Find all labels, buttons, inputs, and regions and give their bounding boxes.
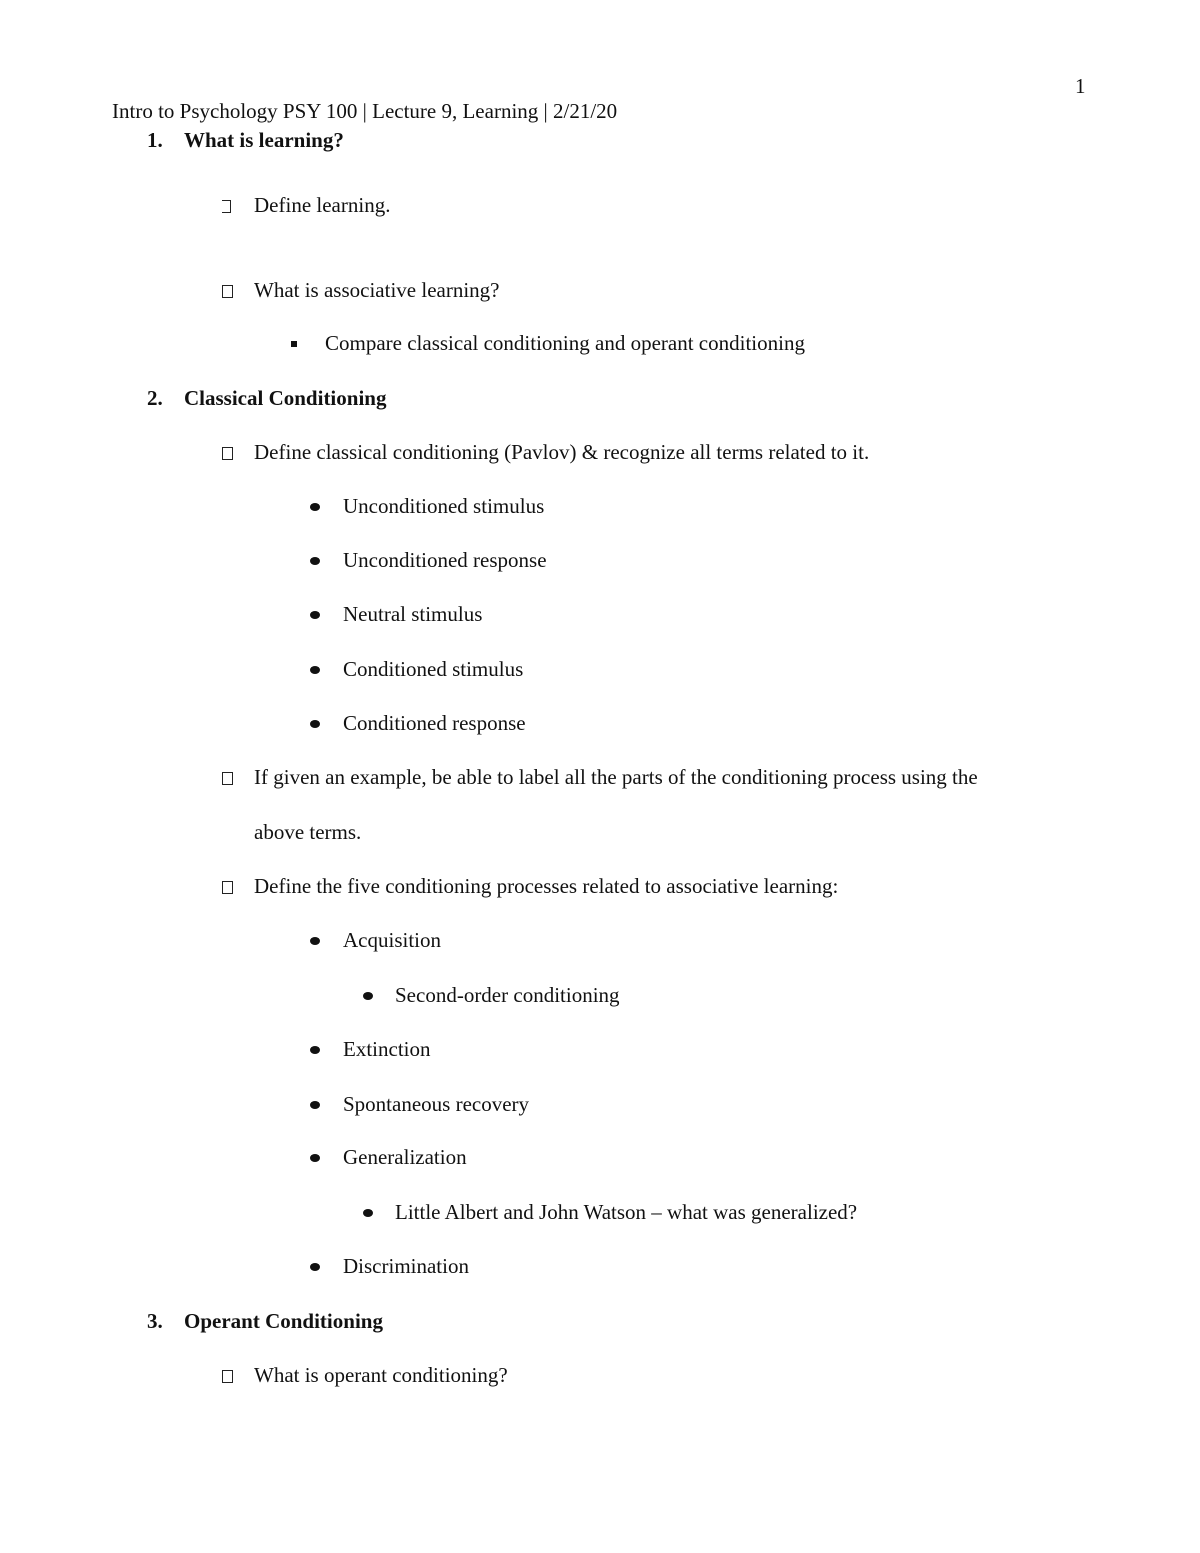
list-subitem: Acquisition (343, 928, 441, 952)
square-bullet-icon (291, 341, 297, 347)
bullet-icon (310, 557, 320, 565)
bullet-icon (363, 992, 373, 1000)
checkbox-icon (222, 1370, 233, 1383)
list-item: What is associative learning? (254, 278, 500, 302)
section-title: What is learning? (184, 128, 344, 152)
bullet-icon (363, 1209, 373, 1217)
list-subitem: Spontaneous recovery (343, 1092, 530, 1116)
list-item: Define the five conditioning processes related to associative learning: (254, 874, 839, 898)
section-number: 2. (147, 386, 163, 410)
list-subitem: Extinction (343, 1037, 431, 1061)
checkbox-icon (222, 200, 231, 213)
bullet-icon (310, 1101, 320, 1109)
section-title: Operant Conditioning (184, 1309, 383, 1333)
bullet-icon (310, 1046, 320, 1054)
list-subitem: Neutral stimulus (343, 602, 483, 626)
bullet-icon (310, 1154, 320, 1162)
list-item: Define learning. (254, 193, 391, 217)
list-item: What is operant conditioning? (254, 1363, 508, 1387)
list-subitem: Generalization (343, 1145, 467, 1169)
bullet-icon (310, 1263, 320, 1271)
bullet-icon (310, 937, 320, 945)
list-subitem: Conditioned stimulus (343, 657, 524, 681)
list-item: If given an example, be able to label all the parts of the conditioning process using the (254, 765, 978, 789)
checkbox-icon (222, 447, 233, 460)
bullet-icon (310, 611, 320, 619)
page-number: 1 (1075, 74, 1086, 98)
list-subitem: Unconditioned response (343, 548, 547, 572)
checkbox-icon (222, 772, 233, 785)
bullet-icon (310, 720, 320, 728)
list-item-continuation: above terms. (254, 820, 362, 844)
list-subitem: Conditioned response (343, 711, 526, 735)
section-number: 3. (147, 1309, 163, 1333)
list-subitem: Discrimination (343, 1254, 469, 1278)
section-number: 1. (147, 128, 163, 152)
list-item: Define classical conditioning (Pavlov) & recognize all terms related to it. (254, 440, 870, 464)
section-title: Classical Conditioning (184, 386, 387, 410)
list-subitem: Unconditioned stimulus (343, 494, 545, 518)
document-header: Intro to Psychology PSY 100 | Lecture 9, Learning | 2/21/20 (112, 99, 618, 123)
checkbox-icon (222, 285, 233, 298)
bullet-icon (310, 666, 320, 674)
list-subsubitem: Little Albert and John Watson – what was generalized? (395, 1200, 858, 1224)
list-subsubitem: Second-order conditioning (395, 983, 620, 1007)
bullet-icon (310, 503, 320, 511)
list-subitem: Compare classical conditioning and operant conditioning (325, 331, 805, 355)
checkbox-icon (222, 881, 233, 894)
